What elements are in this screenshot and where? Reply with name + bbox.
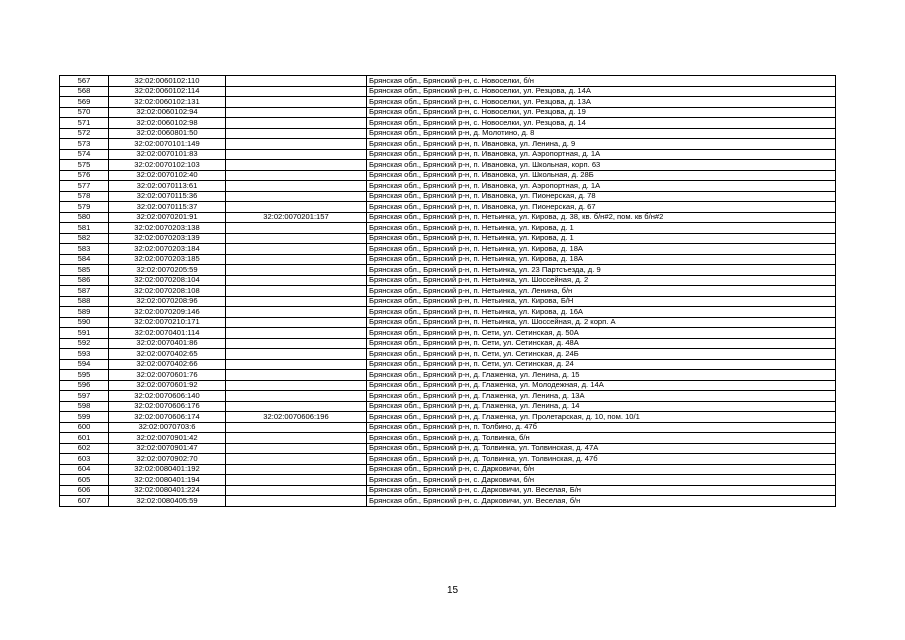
cadastral-number-cell: 32:02:0060801:50 <box>109 128 226 139</box>
linked-cadastral-number-cell <box>226 191 367 202</box>
linked-cadastral-number-cell <box>226 391 367 402</box>
table-row <box>60 139 836 150</box>
cadastral-number-cell: 32:02:0070606:174 <box>109 412 226 423</box>
cadastral-number-cell: 32:02:0070209:146 <box>109 307 226 318</box>
cadastral-number-cell: 32:02:0070203:138 <box>109 223 226 234</box>
table-row <box>60 307 836 318</box>
row-number-cell: 601 <box>60 433 109 444</box>
linked-cadastral-number-cell <box>226 286 367 297</box>
address-cell: Брянская обл., Брянский р-н, с. Дарковичи, ул. Веселая, б/н <box>367 496 836 507</box>
table-row <box>60 265 836 276</box>
table-row <box>60 412 836 423</box>
row-number-cell: 602 <box>60 443 109 454</box>
row-number-cell: 590 <box>60 317 109 328</box>
address-cell: Брянская обл., Брянский р-н, с. Новоселки, ул. Резцова, д. 14А <box>367 86 836 97</box>
linked-cadastral-number-cell <box>226 160 367 171</box>
address-cell: Брянская обл., Брянский р-н, п. Ивановка, ул. Школьная, корп. 63 <box>367 160 836 171</box>
cadastral-number-cell: 32:02:0070606:140 <box>109 391 226 402</box>
cadastral-number-cell: 32:02:0070902:70 <box>109 454 226 465</box>
linked-cadastral-number-cell <box>226 307 367 318</box>
cadastral-number-cell: 32:02:0080401:224 <box>109 485 226 496</box>
linked-cadastral-number-cell <box>226 275 367 286</box>
row-number-cell: 587 <box>60 286 109 297</box>
row-number-cell: 588 <box>60 296 109 307</box>
linked-cadastral-number-cell <box>226 181 367 192</box>
linked-cadastral-number-cell <box>226 485 367 496</box>
table-row <box>60 160 836 171</box>
cadastral-number-cell: 32:02:0080401:194 <box>109 475 226 486</box>
table-row <box>60 475 836 486</box>
linked-cadastral-number-cell <box>226 370 367 381</box>
row-number-cell: 600 <box>60 422 109 433</box>
table-row <box>60 275 836 286</box>
address-cell: Брянская обл., Брянский р-н, п. Нетьинка, ул. Кирова, д. 38, кв. б/н#2, пом. кв б/н#2 <box>367 212 836 223</box>
cadastral-number-cell: 32:02:0070203:185 <box>109 254 226 265</box>
address-cell: Брянская обл., Брянский р-н, с. Новоселки, ул. Резцова, д. 14 <box>367 118 836 129</box>
cadastral-number-cell: 32:02:0070101:83 <box>109 149 226 160</box>
row-number-cell: 567 <box>60 76 109 87</box>
row-number-cell: 585 <box>60 265 109 276</box>
cadastral-number-cell: 32:02:0060102:94 <box>109 107 226 118</box>
address-cell: Брянская обл., Брянский р-н, п. Ивановка, ул. Аэропортная, д. 1А <box>367 181 836 192</box>
table-row <box>60 254 836 265</box>
cadastral-number-cell: 32:02:0070203:184 <box>109 244 226 255</box>
table-row <box>60 97 836 108</box>
row-number-cell: 592 <box>60 338 109 349</box>
address-cell: Брянская обл., Брянский р-н, п. Нетьинка, ул. Кирова, Б/Н <box>367 296 836 307</box>
table-row <box>60 233 836 244</box>
table-row <box>60 454 836 465</box>
table-row <box>60 496 836 507</box>
table-row <box>60 86 836 97</box>
row-number-cell: 591 <box>60 328 109 339</box>
cadastral-number-cell: 32:02:0060102:131 <box>109 97 226 108</box>
cadastral-number-cell: 32:02:0070601:92 <box>109 380 226 391</box>
row-number-cell: 582 <box>60 233 109 244</box>
table-row <box>60 464 836 475</box>
cadastral-number-cell: 32:02:0070402:65 <box>109 349 226 360</box>
table-row <box>60 202 836 213</box>
address-cell: Брянская обл., Брянский р-н, с. Новоселки, ул. Резцова, д. 13А <box>367 97 836 108</box>
table-row <box>60 359 836 370</box>
table-row <box>60 317 836 328</box>
linked-cadastral-number-cell <box>226 265 367 276</box>
table-row <box>60 181 836 192</box>
linked-cadastral-number-cell <box>226 349 367 360</box>
linked-cadastral-number-cell <box>226 454 367 465</box>
address-cell: Брянская обл., Брянский р-н, д. Глаженка, ул. Ленина, д. 15 <box>367 370 836 381</box>
cadastral-number-cell: 32:02:0070205:59 <box>109 265 226 276</box>
cadastral-number-cell: 32:02:0070101:149 <box>109 139 226 150</box>
table-row <box>60 170 836 181</box>
cadastral-number-cell: 32:02:0070113:61 <box>109 181 226 192</box>
table-row <box>60 401 836 412</box>
table-row <box>60 223 836 234</box>
row-number-cell: 599 <box>60 412 109 423</box>
row-number-cell: 586 <box>60 275 109 286</box>
row-number-cell: 580 <box>60 212 109 223</box>
row-number-cell: 598 <box>60 401 109 412</box>
table-row <box>60 149 836 160</box>
linked-cadastral-number-cell <box>226 433 367 444</box>
address-cell: Брянская обл., Брянский р-н, с. Новоселки, б/н <box>367 76 836 87</box>
address-cell: Брянская обл., Брянский р-н, п. Ивановка, ул. Пионерская, д. 78 <box>367 191 836 202</box>
cadastral-number-cell: 32:02:0080405:59 <box>109 496 226 507</box>
row-number-cell: 605 <box>60 475 109 486</box>
linked-cadastral-number-cell <box>226 202 367 213</box>
linked-cadastral-number-cell <box>226 86 367 97</box>
row-number-cell: 583 <box>60 244 109 255</box>
address-cell: Брянская обл., Брянский р-н, д. Молотино, д. 8 <box>367 128 836 139</box>
address-cell: Брянская обл., Брянский р-н, п. Сети, ул. Сетинская, д. 48А <box>367 338 836 349</box>
table-row <box>60 391 836 402</box>
linked-cadastral-number-cell <box>226 170 367 181</box>
cadastral-number-cell: 32:02:0070606:176 <box>109 401 226 412</box>
cadastral-number-cell: 32:02:0070115:36 <box>109 191 226 202</box>
address-cell: Брянская обл., Брянский р-н, п. Ивановка, ул. Аэропортная, д. 1А <box>367 149 836 160</box>
table-row <box>60 296 836 307</box>
table-row <box>60 485 836 496</box>
linked-cadastral-number-cell: 32:02:0070201:157 <box>226 212 367 223</box>
row-number-cell: 606 <box>60 485 109 496</box>
linked-cadastral-number-cell <box>226 475 367 486</box>
row-number-cell: 593 <box>60 349 109 360</box>
linked-cadastral-number-cell <box>226 233 367 244</box>
row-number-cell: 596 <box>60 380 109 391</box>
row-number-cell: 607 <box>60 496 109 507</box>
address-cell: Брянская обл., Брянский р-н, п. Толбино, д. 47б <box>367 422 836 433</box>
table-row <box>60 76 836 87</box>
linked-cadastral-number-cell <box>226 118 367 129</box>
row-number-cell: 571 <box>60 118 109 129</box>
address-cell: Брянская обл., Брянский р-н, д. Глаженка, ул. Пролетарская, д. 10, пом. 10/1 <box>367 412 836 423</box>
linked-cadastral-number-cell <box>226 244 367 255</box>
address-cell: Брянская обл., Брянский р-н, д. Глаженка, ул. Молодежная, д. 14А <box>367 380 836 391</box>
address-cell: Брянская обл., Брянский р-н, п. Сети, ул. Сетинская, д. 24 <box>367 359 836 370</box>
address-cell: Брянская обл., Брянский р-н, п. Ивановка, ул. Школьная, д. 28Б <box>367 170 836 181</box>
cadastral-number-cell: 32:02:0070208:96 <box>109 296 226 307</box>
linked-cadastral-number-cell <box>226 401 367 412</box>
address-cell: Брянская обл., Брянский р-н, п. Нетьинка, ул. Кирова, д. 18А <box>367 254 836 265</box>
cadastral-number-cell: 32:02:0070402:66 <box>109 359 226 370</box>
linked-cadastral-number-cell <box>226 107 367 118</box>
cadastral-number-cell: 32:02:0070210:171 <box>109 317 226 328</box>
row-number-cell: 584 <box>60 254 109 265</box>
cadastral-number-cell: 32:02:0070208:104 <box>109 275 226 286</box>
row-number-cell: 574 <box>60 149 109 160</box>
address-cell: Брянская обл., Брянский р-н, п. Сети, ул. Сетинская, д. 50А <box>367 328 836 339</box>
address-cell: Брянская обл., Брянский р-н, д. Глаженка, ул. Ленина, д. 13А <box>367 391 836 402</box>
row-number-cell: 597 <box>60 391 109 402</box>
row-number-cell: 581 <box>60 223 109 234</box>
row-number-cell: 572 <box>60 128 109 139</box>
cadastral-number-cell: 32:02:0070401:86 <box>109 338 226 349</box>
address-cell: Брянская обл., Брянский р-н, п. Нетьинка, ул. Кирова, д. 1 <box>367 233 836 244</box>
table-row <box>60 422 836 433</box>
address-cell: Брянская обл., Брянский р-н, с. Новоселки, ул. Резцова, д. 19 <box>367 107 836 118</box>
cadastral-number-cell: 32:02:0070102:103 <box>109 160 226 171</box>
address-cell: Брянская обл., Брянский р-н, д. Глаженка, ул. Ленина, д. 14 <box>367 401 836 412</box>
cadastral-number-cell: 32:02:0070601:76 <box>109 370 226 381</box>
cadastral-number-cell: 32:02:0070208:108 <box>109 286 226 297</box>
linked-cadastral-number-cell <box>226 296 367 307</box>
address-cell: Брянская обл., Брянский р-н, п. Нетьинка, ул. Кирова, д. 1 <box>367 223 836 234</box>
address-cell: Брянская обл., Брянский р-н, п. Ивановка, ул. Ленина, д. 9 <box>367 139 836 150</box>
table-row <box>60 118 836 129</box>
table-row <box>60 286 836 297</box>
linked-cadastral-number-cell <box>226 128 367 139</box>
row-number-cell: 576 <box>60 170 109 181</box>
address-cell: Брянская обл., Брянский р-н, п. Ивановка, ул. Пионерская, д. 67 <box>367 202 836 213</box>
address-cell: Брянская обл., Брянский р-н, с. Дарковичи, ул. Веселая, Б/н <box>367 485 836 496</box>
row-number-cell: 573 <box>60 139 109 150</box>
address-cell: Брянская обл., Брянский р-н, п. Нетьинка, ул. Шоссейная, д. 2 <box>367 275 836 286</box>
linked-cadastral-number-cell <box>226 139 367 150</box>
cadastral-number-cell: 32:02:0070102:40 <box>109 170 226 181</box>
table-row <box>60 191 836 202</box>
cadastral-number-cell: 32:02:0070703:6 <box>109 422 226 433</box>
linked-cadastral-number-cell <box>226 443 367 454</box>
row-number-cell: 578 <box>60 191 109 202</box>
table-row <box>60 128 836 139</box>
row-number-cell: 589 <box>60 307 109 318</box>
address-cell: Брянская обл., Брянский р-н, п. Нетьинка, ул. 23 Партсъезда, д. 9 <box>367 265 836 276</box>
linked-cadastral-number-cell <box>226 254 367 265</box>
address-cell: Брянская обл., Брянский р-н, п. Нетьинка, ул. Кирова, д. 18А <box>367 244 836 255</box>
cadastral-number-cell: 32:02:0070901:42 <box>109 433 226 444</box>
cadastral-number-cell: 32:02:0070115:37 <box>109 202 226 213</box>
table-row <box>60 433 836 444</box>
cadastral-number-cell: 32:02:0070401:114 <box>109 328 226 339</box>
linked-cadastral-number-cell <box>226 76 367 87</box>
linked-cadastral-number-cell <box>226 97 367 108</box>
address-cell: Брянская обл., Брянский р-н, с. Дарковичи, б/н <box>367 475 836 486</box>
cadastral-number-cell: 32:02:0070901:47 <box>109 443 226 454</box>
cadastral-number-cell: 32:02:0080401:192 <box>109 464 226 475</box>
address-cell: Брянская обл., Брянский р-н, д. Толвинка, ул. Толвинская, д. 47б <box>367 454 836 465</box>
row-number-cell: 603 <box>60 454 109 465</box>
address-cell: Брянская обл., Брянский р-н, п. Нетьинка, ул. Ленина, б/н <box>367 286 836 297</box>
address-cell: Брянская обл., Брянский р-н, с. Дарковичи, б/н <box>367 464 836 475</box>
linked-cadastral-number-cell <box>226 496 367 507</box>
row-number-cell: 594 <box>60 359 109 370</box>
linked-cadastral-number-cell <box>226 328 367 339</box>
row-number-cell: 568 <box>60 86 109 97</box>
row-number-cell: 579 <box>60 202 109 213</box>
row-number-cell: 577 <box>60 181 109 192</box>
address-cell: Брянская обл., Брянский р-н, п. Нетьинка, ул. Кирова, д. 16А <box>367 307 836 318</box>
row-number-cell: 595 <box>60 370 109 381</box>
linked-cadastral-number-cell <box>226 223 367 234</box>
table-row <box>60 370 836 381</box>
cadastral-number-cell: 32:02:0070203:139 <box>109 233 226 244</box>
table-row <box>60 443 836 454</box>
page-number: 15 <box>446 585 459 596</box>
cadastral-number-cell: 32:02:0060102:114 <box>109 86 226 97</box>
linked-cadastral-number-cell <box>226 464 367 475</box>
table-row <box>60 380 836 391</box>
table-row <box>60 349 836 360</box>
linked-cadastral-number-cell <box>226 149 367 160</box>
row-number-cell: 575 <box>60 160 109 171</box>
table-row <box>60 328 836 339</box>
cadastral-number-cell: 32:02:0060102:110 <box>109 76 226 87</box>
table-row <box>60 107 836 118</box>
address-cell: Брянская обл., Брянский р-н, д. Толвинка, б/н <box>367 433 836 444</box>
linked-cadastral-number-cell <box>226 380 367 391</box>
table-row <box>60 244 836 255</box>
row-number-cell: 569 <box>60 97 109 108</box>
cadastral-number-cell: 32:02:0070201:91 <box>109 212 226 223</box>
address-cell: Брянская обл., Брянский р-н, д. Толвинка, ул. Толвинская, д. 47А <box>367 443 836 454</box>
linked-cadastral-number-cell <box>226 422 367 433</box>
linked-cadastral-number-cell <box>226 317 367 328</box>
property-table <box>59 75 836 507</box>
address-cell: Брянская обл., Брянский р-н, п. Сети, ул. Сетинская, д. 24Б <box>367 349 836 360</box>
table-row <box>60 338 836 349</box>
linked-cadastral-number-cell <box>226 359 367 370</box>
cadastral-number-cell: 32:02:0060102:98 <box>109 118 226 129</box>
table-body <box>60 76 836 507</box>
row-number-cell: 570 <box>60 107 109 118</box>
linked-cadastral-number-cell: 32:02:0070606:196 <box>226 412 367 423</box>
address-cell: Брянская обл., Брянский р-н, п. Нетьинка, ул. Шоссейная, д. 2 корп. А <box>367 317 836 328</box>
table-row <box>60 212 836 223</box>
linked-cadastral-number-cell <box>226 338 367 349</box>
row-number-cell: 604 <box>60 464 109 475</box>
